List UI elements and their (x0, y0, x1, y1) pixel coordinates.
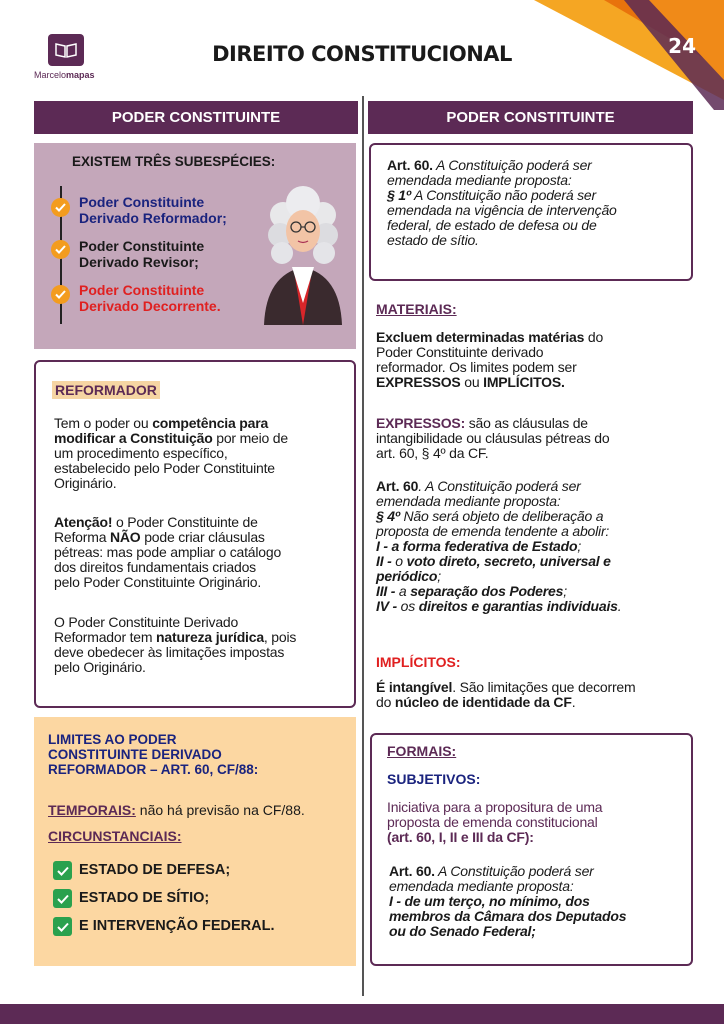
subspecies-item-reformador: Poder Constituinte Derivado Reformador; (79, 194, 227, 226)
subspecies-item-revisor: Poder Constituinte Derivado Revisor; (79, 238, 205, 270)
subspecies-item-decorrente: Poder Constituinte Derivado Decorrente. (79, 282, 221, 314)
limits-title: LIMITES AO PODER CONSTITUINTE DERIVADO REFORMADOR – ART. 60, CF/88: (48, 732, 259, 777)
subjetivos-text: Iniciativa para a propositura de uma proposta de emenda constitucional (art. 60, I, II e III da CF): (387, 799, 603, 845)
implicitos-text: É intangível. São limitações que decorrem do núcleo de identidade da CF. (376, 679, 636, 710)
check-circle-icon (51, 198, 70, 217)
formais-art60-text: Art. 60. A Constituição poderá ser emendada mediante proposta: I - de um terço, no mínimo, dos membros da Câmara dos Deputados ou do Senado Federal; (389, 863, 627, 939)
reformador-nature: O Poder Constituinte Derivado Reformador tem natureza jurídica, pois deve obedecer às limitações impostas pelo Originário. (54, 614, 297, 675)
limit-item: E INTERVENÇÃO FEDERAL. (79, 918, 275, 934)
left-section-header: PODER CONSTITUINTE (34, 101, 358, 134)
expressos-text: EXPRESSOS: são as cláusulas de intangibilidade ou cláusulas pétreas do art. 60, § 4º da CF. (376, 415, 610, 461)
reformador-label: REFORMADOR (52, 382, 160, 398)
reformador-definition: Tem o poder ou competência para modificar a Constituição por meio de um procedimento específico, estabelecido pelo Poder Constituinte Originário. (54, 415, 288, 491)
subjetivos-label: SUBJETIVOS: (387, 771, 481, 787)
circunstanciais-label: CIRCUNSTANCIAIS: (48, 828, 182, 844)
column-divider (362, 96, 364, 996)
footer-bar (0, 1004, 724, 1024)
subspecies-title: EXISTEM TRÊS SUBESPÉCIES: (72, 154, 276, 169)
check-box-icon (53, 889, 72, 908)
limit-item: ESTADO DE DEFESA; (79, 862, 231, 878)
check-box-icon (53, 917, 72, 936)
check-circle-icon (51, 285, 70, 304)
art60-para1-text: Art. 60. A Constituição poderá ser emendada mediante proposta: § 1º A Constituição não poderá ser emendada na vigência de intervenção federal, de estado de defesa ou de estado de sítio. (387, 157, 617, 248)
art60-para4-text: Art. 60. A Constituição poderá ser emendada mediante proposta: § 4º Não será objeto de deliberação a proposta de emenda tendente a abolir: I - a forma federativa de Estado; II - o voto direto, secreto, universal e periódico; III - a separação dos Poderes; IV - os direitos e garantias individuais. (376, 478, 622, 614)
right-section-header: PODER CONSTITUINTE (368, 101, 693, 134)
temporais-line: TEMPORAIS: não há previsão na CF/88. (48, 802, 305, 818)
page-title: DIREITO CONSTITUCIONAL (212, 42, 512, 66)
brand-name: Marcelomapas (34, 70, 95, 80)
formais-label: FORMAIS: (387, 743, 457, 759)
limit-item: ESTADO DE SÍTIO; (79, 890, 210, 906)
reformador-attention: Atenção! o Poder Constituinte de Reforma NÃO pode criar cláusulas pétreas: mas pode ampliar o catálogo dos direitos fundamentais criados pelo Poder Constituinte Originário. (54, 514, 282, 590)
page-number: 24 (668, 34, 696, 58)
materiais-label: MATERIAIS: (376, 301, 457, 317)
judge-illustration (256, 185, 350, 325)
check-circle-icon (51, 240, 70, 259)
check-box-icon (53, 861, 72, 880)
implicitos-label: IMPLÍCITOS: (376, 654, 461, 670)
materiais-text: Excluem determinadas matérias do Poder Constituinte derivado reformador. Os limites podem ser EXPRESSOS ou IMPLÍCITOS. (376, 329, 604, 390)
